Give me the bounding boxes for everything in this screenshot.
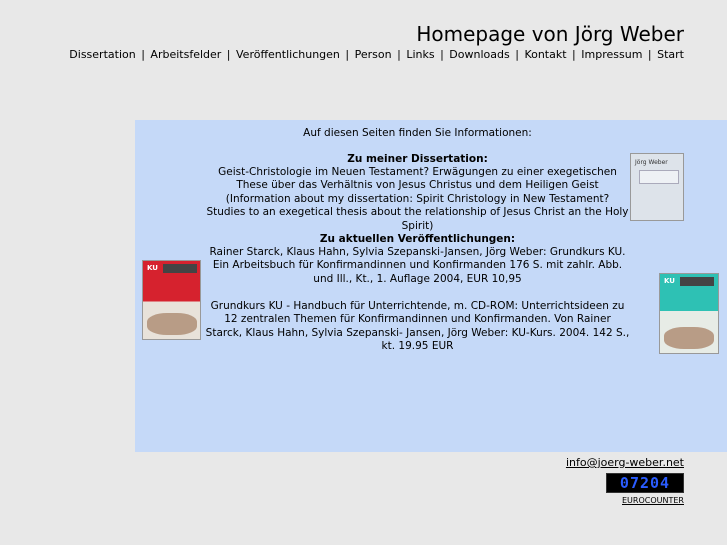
publications-heading	[205, 233, 630, 246]
book-cover-tag: KU	[664, 277, 675, 285]
counter-digits: 07204	[619, 474, 671, 492]
nav-link-kontakt[interactable]: Kontakt	[524, 48, 567, 61]
cover-photo-strip	[680, 277, 714, 286]
cover-photo	[664, 327, 714, 349]
nav-link-impressum[interactable]: Impressum	[581, 48, 643, 61]
nav-separator: |	[141, 48, 145, 61]
eurocounter-link[interactable]: EUROCOUNTER	[622, 496, 684, 505]
nav-separator: |	[226, 48, 231, 61]
book-cover-tag: KU	[147, 264, 158, 272]
book-cover-grundkurs-ku-image[interactable]	[142, 260, 201, 340]
nav-separator: |	[345, 48, 350, 61]
visitor-counter[interactable]	[606, 473, 684, 493]
nav-link-start[interactable]: Start	[657, 48, 684, 61]
nav-separator: |	[440, 48, 444, 61]
cover-photo	[147, 313, 197, 335]
dissertation-cover-author: Jörg Weber	[635, 159, 668, 166]
nav-separator: |	[647, 48, 652, 61]
publication-entry-2: Grundkurs KU - Handbuch für Unterrichtende, m. CD-ROM: Unterrichtsideen zu 12 zentralen Themen für Konfirmandinnen und Konfirmanden. Von Rainer Starck, Klaus Hahn, Sylvia Szepanski- Jansen, Jörg Weber: KU-Kurs. 2004. 142 S., kt. 19.95 EUR	[205, 300, 630, 353]
email-link[interactable]: info@joerg-weber.net	[565, 456, 684, 469]
top-navigation	[69, 48, 684, 61]
nav-separator: |	[515, 48, 519, 61]
publication-entry-1: Rainer Starck, Klaus Hahn, Sylvia Szepanski-Jansen, Jörg Weber: Grundkurs KU. Ein Arbeitsbuch für Konfirmandinnen und Konfirmanden 176 S. mit zahlr. Abb. und Ill., Kt., 1. Auflage 2004, EUR 10,95	[209, 246, 626, 285]
dissertation-heading-label: Zu meiner Dissertation:	[347, 153, 488, 165]
content-panel	[135, 120, 727, 452]
nav-link-arbeitsfelder[interactable]: Arbeitsfelder	[150, 48, 222, 61]
nav-separator: |	[572, 48, 576, 61]
site-title: Homepage von Jörg Weber	[416, 22, 684, 46]
nav-link-downloads[interactable]: Downloads	[449, 48, 510, 61]
intro-text: Auf diesen Seiten finden Sie Informationen:	[303, 127, 532, 139]
nav-link-person[interactable]: Person	[354, 48, 392, 61]
nav-link-links[interactable]: Links	[406, 48, 435, 61]
dissertation-description: Geist-Christologie im Neuen Testament? Erwägungen zu einer exegetischen These über das Verhältnis von Jesus Christus und dem Heiligen Geist (Information about my dissertation: Spirit Christology in New Testament? Studies to an exegetical thesis about the relationship of Jesus Christ an the Holy Spirit)	[206, 166, 629, 232]
book-cover-handbuch-image[interactable]	[659, 273, 719, 354]
publications-heading-label: Zu aktuellen Veröffentlichungen:	[319, 233, 516, 245]
cover-photo-strip	[163, 264, 197, 273]
dissertation-cover-image[interactable]	[630, 153, 684, 221]
dissertation-heading	[205, 153, 630, 166]
dissertation-cover-title-box	[639, 170, 679, 184]
nav-link-dissertation[interactable]: Dissertation	[69, 48, 136, 61]
nav-link-veroeffentlichungen[interactable]: Veröffentlichungen	[236, 48, 340, 61]
nav-separator: |	[397, 48, 401, 61]
